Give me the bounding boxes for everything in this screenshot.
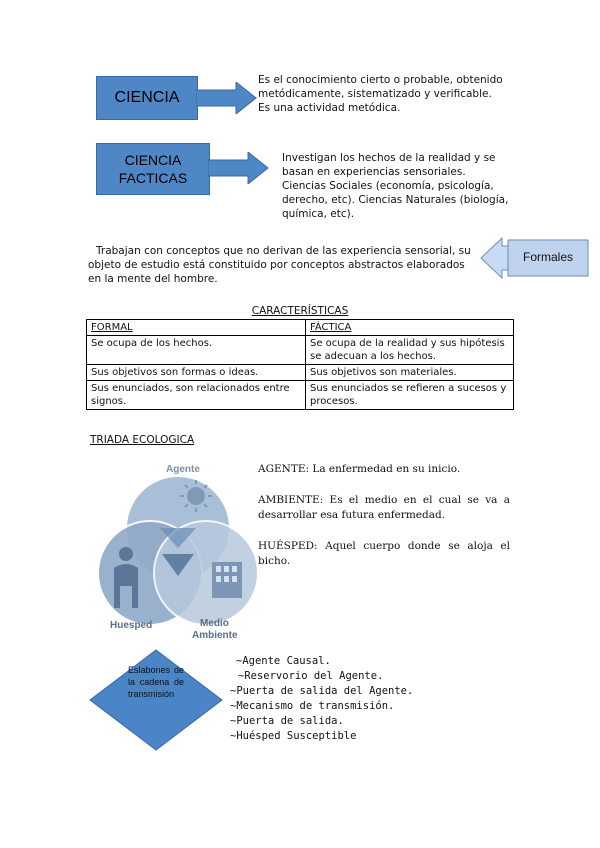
table-cell: Sus objetivos son formas o ideas. <box>87 365 306 381</box>
eslabones-list <box>230 654 430 744</box>
building-icon <box>212 562 242 598</box>
formales-label: Formales <box>522 250 573 264</box>
header-factica: FÁCTICA <box>306 320 514 336</box>
table-row <box>87 336 514 365</box>
facticas-def-line: Investigan los hechos de la realidad y se <box>282 152 496 164</box>
list-item: ~Mecanismo de transmisión. <box>230 700 395 712</box>
caracteristicas-table <box>86 319 514 410</box>
list-item: ~Puerta de salida del Agente. <box>230 685 414 697</box>
arrow-right-icon <box>208 152 270 184</box>
table-cell: Se ocupa de los hechos. <box>87 336 306 365</box>
table-header-row <box>87 320 514 336</box>
list-item: ~Reservorio del Agente. <box>238 670 384 682</box>
venn-diagram <box>92 458 264 644</box>
eslabones-diamond-text: Eslabones de la cadena de transmisión <box>128 665 184 699</box>
venn-label-agente: Agente <box>166 464 200 475</box>
facticas-label-2: FACTICAS <box>118 170 188 186</box>
facticas-label-1: CIENCIA <box>124 152 182 168</box>
venn-label-huesped: Huesped <box>110 620 153 631</box>
formales-def-line: Trabajan con conceptos que no derivan de las experiencia sensorial, su <box>96 245 471 257</box>
ciencia-definition <box>258 73 558 115</box>
table-cell: Sus objetivos son materiales. <box>306 365 514 381</box>
list-item: ~Puerta de salida. <box>230 715 344 727</box>
list-item: ~Agente Causal. <box>236 655 331 667</box>
triada-title: TRIADA ECOLOGICA <box>90 434 195 446</box>
facticas-def-line: derecho, etc). Ciencias Naturales (biología, <box>282 194 509 206</box>
table-cell: Sus enunciados se refieren a sucesos y procesos. <box>306 381 514 410</box>
ciencia-def-line: metódicamente, sistematizado y verificable. <box>258 88 492 100</box>
table-cell: Sus enunciados, son relacionados entre signos. <box>87 381 306 410</box>
list-item: ~Huésped Susceptible <box>230 730 357 742</box>
facticas-definition <box>282 151 522 221</box>
facticas-def-line: basan en experiencias sensoriales. <box>282 166 466 178</box>
formales-def-line: objeto de estudio está constituido por conceptos abstractos elaborados <box>88 259 465 271</box>
triada-descriptions <box>258 462 510 569</box>
table-row <box>87 381 514 410</box>
facticas-def-line: Ciencias Sociales (economía, psicología, <box>282 180 494 192</box>
table-row <box>87 365 514 381</box>
triada-item: AMBIENTE: Es el medio en el cual se va a desarrollar esa futura enfermedad. <box>258 494 510 521</box>
ciencia-label: CIENCIA <box>114 89 180 106</box>
ciencia-def-line: Es el conocimiento cierto o probable, obtenido <box>258 74 503 86</box>
ciencia-box <box>96 76 198 120</box>
ciencia-def-line: Es una actividad metódica. <box>258 102 401 114</box>
venn-label-ambiente: Ambiente <box>192 630 238 641</box>
header-formal: FORMAL <box>87 320 306 336</box>
arrow-right-icon <box>196 82 258 114</box>
facticas-box <box>96 143 210 195</box>
triada-item: AGENTE: La enfermedad en su inicio. <box>258 463 461 475</box>
venn-label-medio: Medio <box>200 618 229 629</box>
caracteristicas-title: CARACTERÍSTICAS <box>251 305 349 317</box>
facticas-def-line: química, etc). <box>282 208 355 220</box>
formales-def-line: en la mente del hombre. <box>88 273 218 285</box>
formales-definition <box>88 244 476 286</box>
triada-item: HUÉSPED: Aquel cuerpo donde se aloja el bicho. <box>258 540 510 567</box>
table-cell: Se ocupa de la realidad y sus hipótesis se adecuan a los hechos. <box>306 336 514 365</box>
